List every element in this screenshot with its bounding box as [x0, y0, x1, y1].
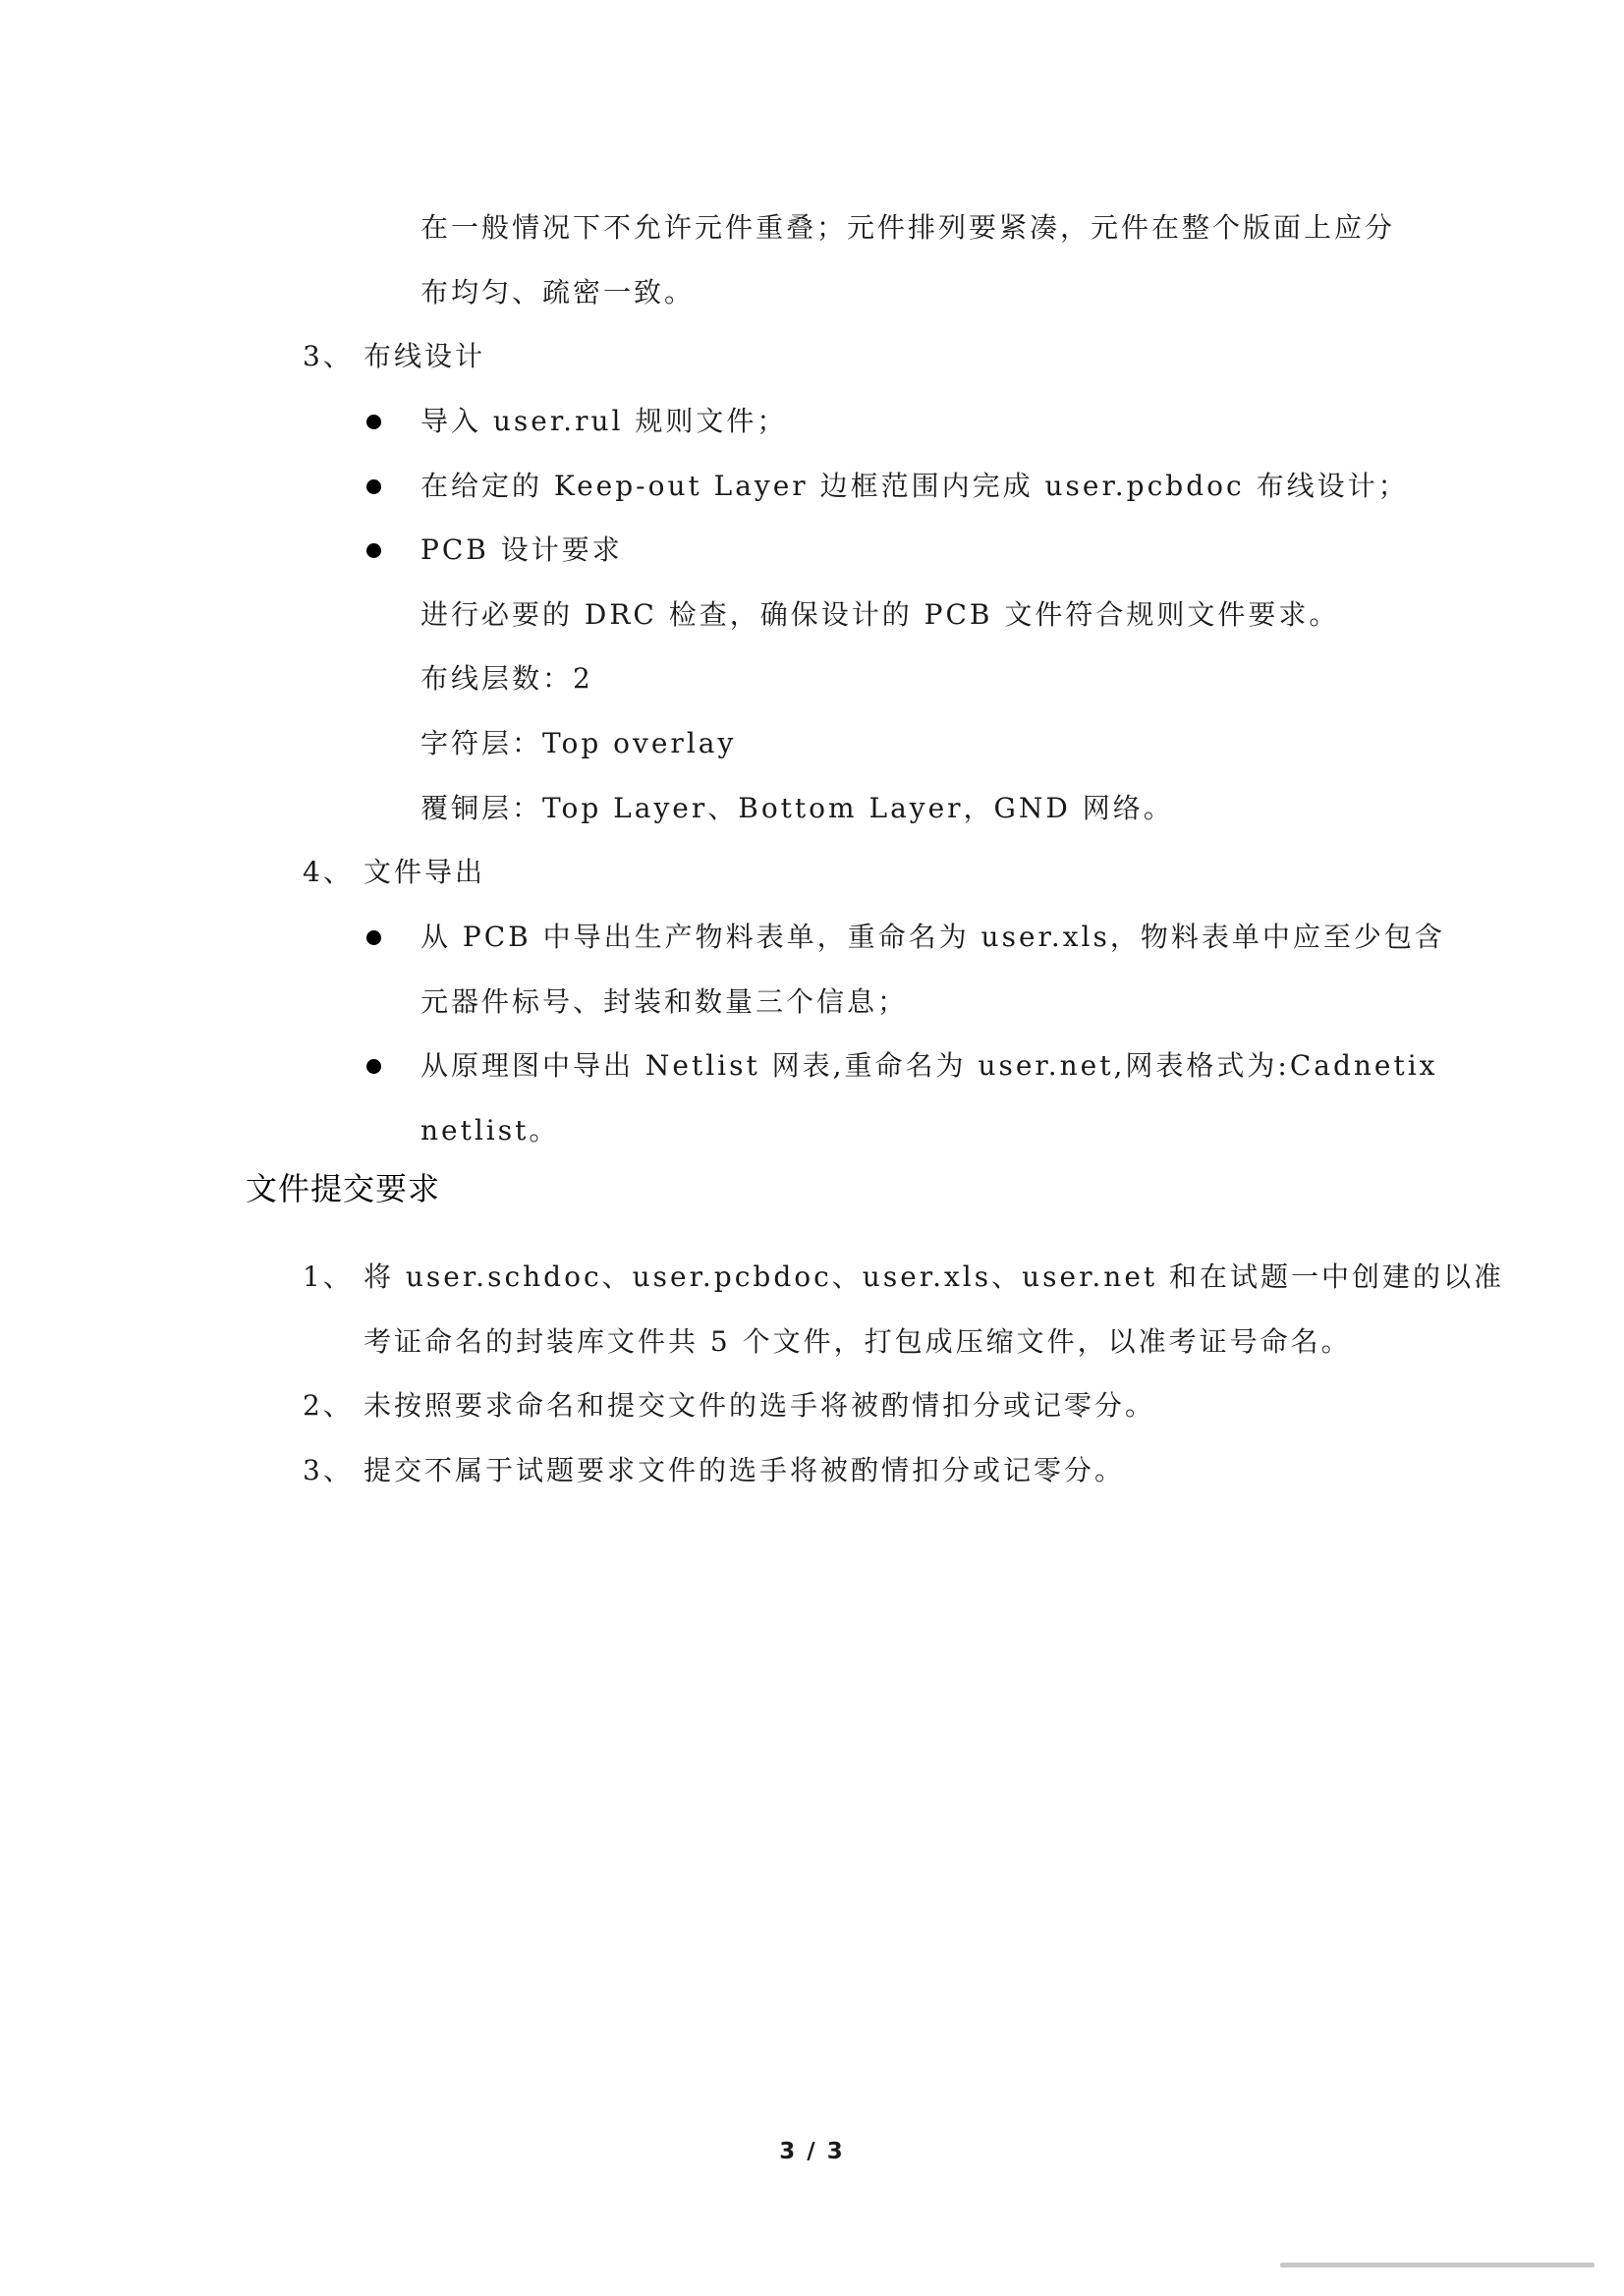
- submission-1-line-2: 考证命名的封装库文件共 5 个文件，打包成压缩文件，以准考证号命名。: [364, 1325, 1352, 1358]
- requirement-overlay: 字符层：Top overlay: [420, 727, 737, 759]
- section-4-item-2-line-1: 从原理图中导出 Netlist 网表,重命名为 user.net,网表格式为:Cadnetix: [420, 1049, 1438, 1082]
- bullet-icon: [366, 930, 381, 945]
- submission-2-number: 2、: [303, 1389, 354, 1422]
- section-3-item-3: PCB 设计要求: [420, 533, 623, 566]
- submission-3-number: 3、: [303, 1454, 354, 1486]
- section-4-number: 4、: [303, 856, 354, 888]
- bullet-icon: [366, 1059, 381, 1074]
- bullet-icon: [366, 543, 381, 558]
- section-4-item-2-line-2: netlist。: [420, 1114, 560, 1147]
- submission-1-line-1: 将 user.schdoc、user.pcbdoc、user.xls、user.net 和在试题一中创建的以准: [364, 1260, 1505, 1293]
- requirement-drc: 进行必要的 DRC 检查，确保设计的 PCB 文件符合规则文件要求。: [420, 598, 1340, 631]
- submission-3-line-1: 提交不属于试题要求文件的选手将被酌情扣分或记零分。: [364, 1454, 1126, 1486]
- requirement-layers: 布线层数：2: [420, 662, 593, 695]
- requirement-copper: 覆铜层：Top Layer、Bottom Layer，GND 网络。: [420, 792, 1174, 824]
- section-3-title: 布线设计: [364, 340, 486, 372]
- bullet-icon: [366, 415, 381, 429]
- intro-line-1: 在一般情况下不允许元件重叠；元件排列要紧凑，元件在整个版面上应分: [420, 211, 1396, 244]
- section-4-item-1-line-2: 元器件标号、封装和数量三个信息；: [420, 985, 909, 1018]
- bullet-icon: [366, 479, 381, 494]
- watermark-stamp: [1280, 2257, 1595, 2274]
- submission-heading: 文件提交要求: [246, 1170, 441, 1207]
- section-3-item-2: 在给定的 Keep-out Layer 边框范围内完成 user.pcbdoc 布线设计；: [420, 470, 1409, 502]
- submission-2-line-1: 未按照要求命名和提交文件的选手将被酌情扣分或记零分。: [364, 1389, 1156, 1422]
- section-3-item-1: 导入 user.rul 规则文件；: [420, 405, 788, 437]
- section-4-title: 文件导出: [364, 856, 486, 888]
- intro-line-2: 布均匀、疏密一致。: [420, 276, 696, 308]
- section-3-number: 3、: [303, 340, 354, 372]
- page-number: 3 / 3: [779, 2139, 845, 2164]
- submission-1-number: 1、: [303, 1260, 354, 1293]
- section-4-item-1-line-1: 从 PCB 中导出生产物料表单，重命名为 user.xls，物料表单中应至少包含: [420, 921, 1445, 953]
